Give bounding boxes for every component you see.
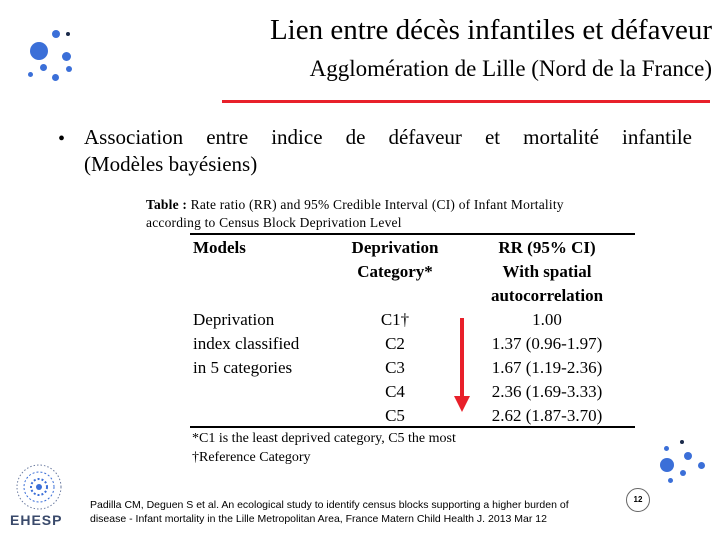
page-subtitle: Agglomération de Lille (Nord de la France) xyxy=(309,56,712,81)
bullet-icon: • xyxy=(58,128,66,150)
table-top-rule xyxy=(190,233,635,235)
bullet-line-1: Association entre indice de défaveur et mortalité infantile xyxy=(84,125,692,149)
header-rr-1: RR (95% CI) xyxy=(498,238,596,257)
reference-line-1: Padilla CM, Deguen S et al. An ecological study to identify census blocks supporting a higher burden of xyxy=(90,499,569,511)
table-row: 2.36 (1.69-3.33) xyxy=(491,382,603,401)
rr-column xyxy=(474,308,620,428)
header-rr-2: With spatial xyxy=(502,262,592,281)
ehesp-logo-icon xyxy=(14,462,64,512)
table-row: C4 xyxy=(385,382,405,401)
title-divider xyxy=(222,100,710,103)
header-deprivation xyxy=(330,236,460,284)
table-caption xyxy=(146,196,564,232)
page-title: Lien entre décès infantiles et défaveur xyxy=(269,14,712,46)
table-row: 1.67 (1.19-2.36) xyxy=(491,358,603,377)
arrow-down-icon xyxy=(452,318,472,414)
model-label-line-3: in 5 categories xyxy=(193,358,293,377)
table-row: 1.37 (0.96-1.97) xyxy=(491,334,603,353)
reference-line-2: disease - Infant mortality in the Lille Metropolitan Area, France Matern Child Health J. 2013 Mar 12 xyxy=(90,513,547,525)
header-models: Models xyxy=(193,238,246,257)
model-label-line-2: index classified xyxy=(193,334,300,353)
table-row: C2 xyxy=(385,334,405,353)
table-bottom-rule xyxy=(190,426,635,428)
table-note-1: *C1 is the least deprived category, C5 the most xyxy=(192,431,456,446)
table-row: 1.00 xyxy=(532,310,562,329)
table-row: C1† xyxy=(380,310,410,329)
caption-label: Table : xyxy=(146,197,188,212)
ehesp-logo-text: EHESP xyxy=(10,512,63,528)
caption-line-2: according to Census Block Deprivation Level xyxy=(146,215,402,230)
table-note-2: †Reference Category xyxy=(192,450,311,465)
table-row: C3 xyxy=(385,358,405,377)
header-deprivation-1: Deprivation xyxy=(351,238,439,257)
page-number: 12 xyxy=(626,488,650,512)
header-rr-3: autocorrelation xyxy=(490,286,604,305)
bullet-line-2: (Modèles bayésiens) xyxy=(84,152,258,176)
model-label-line-1: Deprivation xyxy=(193,310,275,329)
header-deprivation-2: Category* xyxy=(357,262,433,281)
reference xyxy=(90,498,569,526)
table-row: 2.62 (1.87-3.70) xyxy=(491,406,603,425)
table-row: C5 xyxy=(385,406,405,425)
header-rr xyxy=(474,236,620,308)
caption-line-1: Rate ratio (RR) and 95% Credible Interval (CI) of Infant Mortality xyxy=(187,197,564,212)
model-label xyxy=(193,308,299,380)
category-column xyxy=(355,308,435,428)
